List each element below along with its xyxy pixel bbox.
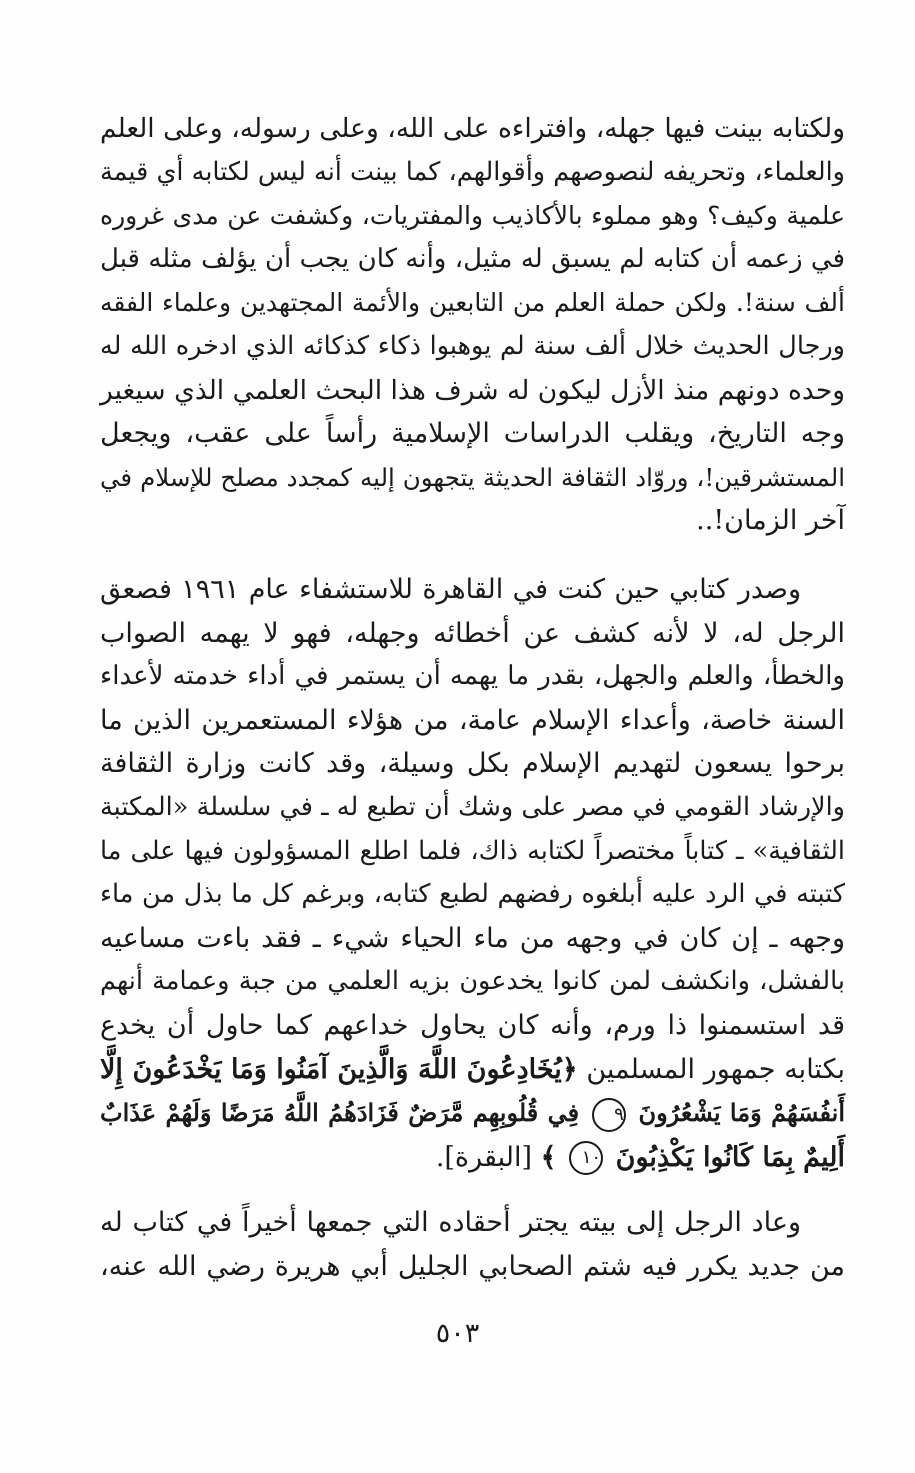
text-line: بالفشل، وانكشف لمن كانوا يخدعون بزيه العلمي من جبة وعمامة أنهم [100, 966, 845, 997]
page-number: ٥٠٣ [435, 1318, 480, 1349]
ayah-number-icon: ٩ [592, 1098, 626, 1132]
paragraph-2 [100, 568, 845, 1179]
text-line: الرجل له، لا لأنه كشف عن أخطائه وجهله، فهو لا يهمه الصواب [100, 617, 845, 649]
verse-source: [البقرة]. [435, 1141, 533, 1173]
text-line: وعاد الرجل إلى بيته يجتر أحقاده التي جمعها أخيراً في كتاب له [100, 1207, 801, 1238]
verse-line [100, 1048, 845, 1092]
quran-verse: ﴿يُخَادِعُونَ اللَّهَ وَالَّذِينَ آمَنُوا وَمَا يَخْدَعُونَ إِلَّا [100, 1053, 578, 1085]
text-line: في زعمه أن كتابه لم يسبق له مثيل، وأنه كان يجب أن يؤلف مثله قبل [100, 243, 845, 274]
quran-verse: أَلِيمٌ بِمَا كَانُوا يَكْذِبُونَ [615, 1141, 845, 1173]
text-line: الثقافية» ـ كتاباً مختصراً لكتابه ذاك، فلما اطلع المسؤولون فيها على ما [100, 835, 845, 866]
quran-verse: أَنفُسَهُمْ وَمَا يَشْعُرُونَ [638, 1098, 845, 1128]
text-line: المستشرقين!، وروّاد الثقافة الحديثة يتجهون إليه كمجدد مصلح للإسلام في [100, 462, 845, 492]
text-line: السنة خاصة، وأعداء الإسلام عامة، من هؤلاء المستعمرين الذين ما [100, 704, 845, 736]
text-line: ألف سنة!. ولكن حملة العلم من التابعين والأئمة المجتهدين وعلماء الفقه [100, 288, 845, 318]
ayah-number-icon: ١٠ [569, 1141, 603, 1175]
text-line: كتبته في الرد عليه أبلغوه رفضهم لطبع كتابه، وبرغم كل ما بذل من ماء [100, 879, 845, 910]
text-line: والعلماء، وتحريفه لنصوصهم وأقوالهم، كما بينت أنه ليس لكتابه أي قيمة [100, 156, 845, 187]
verse-line [100, 1136, 845, 1180]
verse-prefix: بكتابه جمهور المسلمين [586, 1053, 845, 1085]
text-line: وصدر كتابي حين كنت في القاهرة للاستشفاء عام ١٩٦١ فصعق [100, 574, 802, 605]
text-line: وجهه ـ إن كان في وجهه من ماء الحياء شيء ـ فقد باءت مساعيه [100, 922, 845, 954]
verse-line [100, 1091, 845, 1136]
text-line: والإرشاد القومي في مصر على وشك أن تطبع له ـ في سلسلة «المكتبة [100, 791, 845, 822]
text-line: من جديد يكرر فيه شتم الصحابي الجليل أبي هريرة رضي الله عنه، [100, 1250, 845, 1282]
quran-verse: فِي قُلُوبِهِم مَّرَضٌ فَزَادَهُمُ اللَّهُ مَرَضًا وَلَهُمْ عَذَابٌ [100, 1098, 580, 1128]
text-line: ورجال الحديث خلال ألف سنة لم يوهبوا ذكاء كذكائه الذي ادخره الله له [100, 330, 845, 361]
text-line: والخطأ، والعلم والجهل، بقدر ما يهمه أن يستمر في أداء خدمته لأعداء [100, 661, 845, 692]
text-line: آخر الزمان!.. [696, 505, 845, 537]
text-line: ولكتابه بينت فيها جهله، وافتراءه على الله، وعلى رسوله، وعلى العلم [100, 113, 845, 144]
paragraph-3 [100, 1201, 845, 1288]
verse-close-bracket: ﴾ [540, 1141, 557, 1173]
text-line: وجه التاريخ، ويقلب الدراسات الإسلامية رأساً على عقب، ويجعل [100, 418, 845, 450]
text-line: علمية وكيف؟ وهو مملوء بالأكاذيب والمفتريات، وكشفت عن مدى غروره [100, 201, 845, 231]
text-line: برحوا يسعون لتهديم الإسلام بكل وسيلة، وقد كانت وزارة الثقافة [100, 748, 845, 780]
text-line: قد استسمنوا ذا ورم، وأنه كان يحاول خداعهم كما حاول أن يخدع [100, 1009, 845, 1041]
text-line: وحده دونهم منذ الأزل ليكون له شرف هذا البحث العلمي الذي سيغير [100, 374, 845, 406]
paragraph-1 [100, 107, 845, 543]
